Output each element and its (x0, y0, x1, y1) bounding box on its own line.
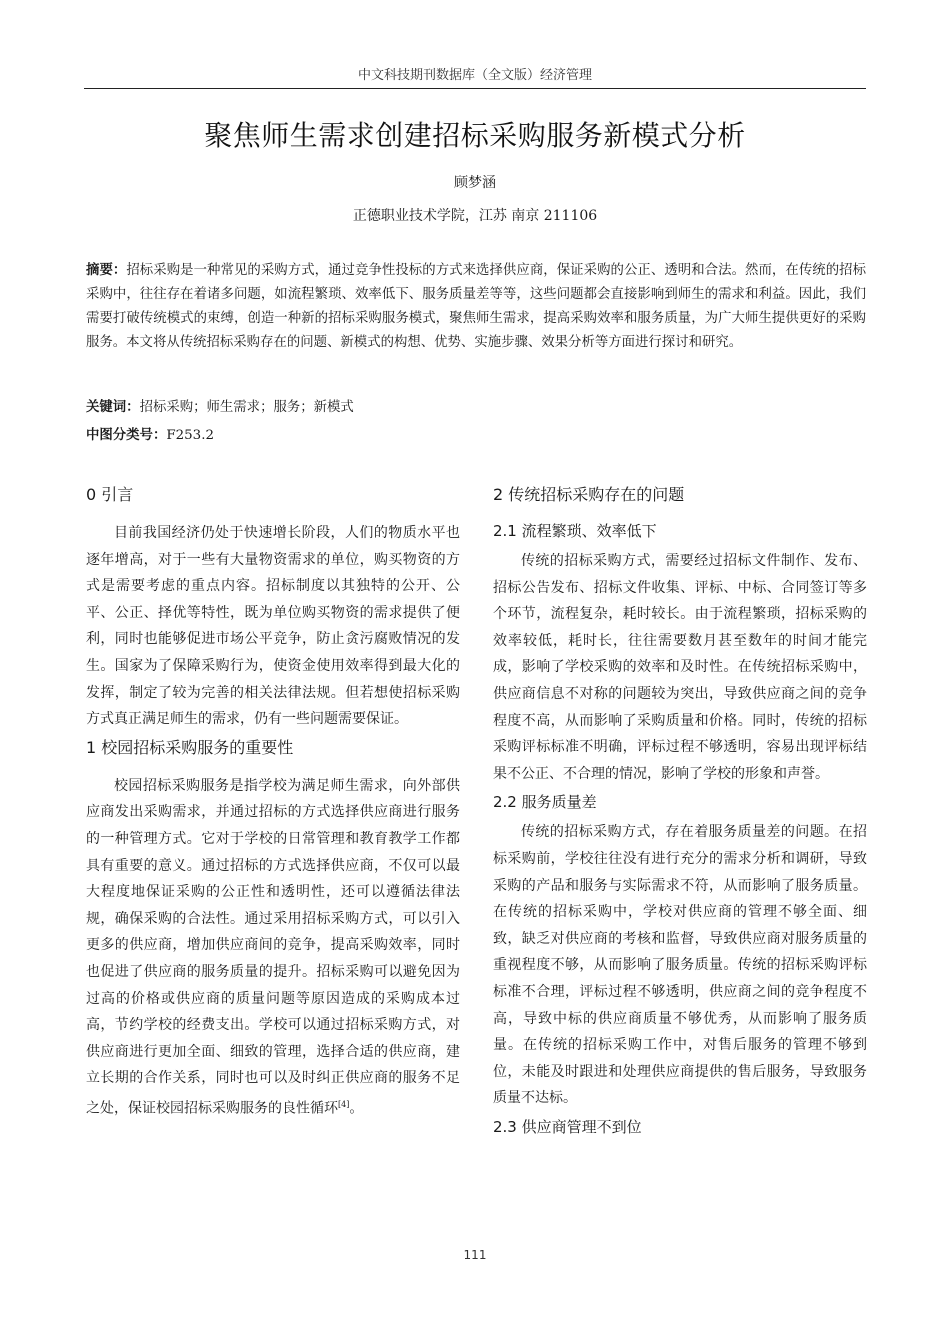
section-2-heading: 2 传统招标采购存在的问题 (493, 485, 685, 504)
section-2-3-heading: 2.3 供应商管理不到位 (493, 1117, 642, 1136)
right-column (493, 484, 867, 1144)
section-1-tail: 。 (349, 1100, 364, 1117)
section-1-text: 校园招标采购服务是指学校为满足师生需求，向外部供应商发出采购需求，并通过招标的方式选择供应商进行服务的一种管理方式。它对于学校的日常管理和教育教学工作都具有重要的意义。通过招标的方式选择供应商，不仅可以最大程度地保证采购的公正性和透明性，还可以遵循法律法规，确保采购的合法性。通过采用招标采购方式，可以引入更多的供应商，增加供应商间的竞争，提高采购效率，同时也促进了供应商的服务质量的提升。招标采购可以避免因为过高的价格或供应商的质量问题等原因造成的采购成本过高，节约学校的经费支出。学校可以通过招标采购方式，对供应商进行更加全面、细致的管理，选择合适的供应商，建立长期的合作关系，同时也可以及时纠正供应商的服务不足之处，保证校园招标采购服务的良性循环 (86, 777, 460, 1117)
left-column (86, 484, 460, 1126)
page-number: 111 (463, 1248, 487, 1262)
classification-label: 中图分类号： (86, 428, 167, 443)
abstract-label: 摘要： (86, 263, 127, 278)
classification (86, 424, 866, 443)
abstract-text: 招标采购是一种常见的采购方式，通过竞争性投标的方式来选择供应商，保证采购的公正、透明和合法。然而，在传统的招标采购中，往往存在着诸多问题，如流程繁琐、效率低下、服务质量差等等，这些问题都会直接影响到师生的需求和利益。因此，我们需要打破传统模式的束缚，创造一种新的招标采购服务模式，聚焦师生需求，提高采购效率和服务质量，为广大师生提供更好的采购服务。本文将从传统招标采购存在的问题、新模式的构想、优势、实施步骤、效果分析等方面进行探讨和研究。 (86, 263, 867, 350)
keywords-label: 关键词： (86, 400, 140, 415)
section-2-2-paragraph: 传统的招标采购方式，存在着服务质量差的问题。在招标采购前，学校往往没有进行充分的需求分析和调研，导致采购的产品和服务与实际需求不符，从而影响了服务质量。在传统的招标采购中，学校对供应商的管理不够全面、细致，缺乏对供应商的考核和监督，导致供应商对服务质量的重视程度不够，从而影响了服务质量。传统的招标采购评标标准不合理，评标过程不够透明，供应商之间的竞争程度不高，导致中标的供应商质量不够优秀，从而影响了服务质量。在传统的招标采购工作中，对售后服务的管理不够到位，未能及时跟进和处理供应商提供的售后服务，导致服务质量不达标。 (493, 824, 867, 1107)
affiliation: 正德职业技术学院，江苏 南京 211106 (352, 208, 598, 224)
section-1-paragraph (86, 773, 460, 1122)
abstract (86, 259, 866, 355)
paper-title: 聚焦师生需求创建招标采购服务新模式分析 (204, 119, 746, 152)
classification-text: F253.2 (166, 428, 214, 443)
section-0-heading: 0 引言 (86, 485, 134, 504)
section-2-1-heading: 2.1 流程繁琐、效率低下 (493, 522, 657, 540)
keywords (86, 396, 866, 415)
journal-header: 中文科技期刊数据库（全文版）经济管理 (357, 68, 592, 83)
section-0-paragraph: 目前我国经济仍处于快速增长阶段，人们的物质水平也逐年增高，对于一些有大量物资需求的单位，购买物资的方式是需要考虑的重点内容。招标制度以其独特的公开、公平、公正、择优等特性，既为单位购买物资的需求提供了便利，同时也能够促进市场公平竞争，防止贪污腐败情况的发生。国家为了保障采购行为，使资金使用效率得到最大化的发挥，制定了较为完善的相关法律法规。但若想使招标采购方式真正满足师生的需求，仍有一些问题需要保证。 (86, 525, 460, 728)
keywords-text: 招标采购；师生需求；服务；新模式 (139, 400, 354, 415)
section-2-2-heading: 2.2 服务质量差 (493, 793, 597, 812)
section-2-1-paragraph: 传统的招标采购方式，需要经过招标文件制作、发布、招标公告发布、招标文件收集、评标、中标、合同签订等多个环节，流程复杂，耗时较长。由于流程繁琐，招标采购的效率较低，耗时长，往往需要数月甚至数年的时间才能完成，影响了学校采购的效率和及时性。在传统招标采购中，供应商信息不对称的问题较为突出，导致供应商之间的竞争程度不高，从而影响了采购质量和价格。同时，传统的招标采购评标标准不明确，评标过程不够透明，容易出现评标结果不公正、不合理的情况，影响了学校的形象和声誉。 (493, 553, 867, 782)
citation-4: [4] (338, 1099, 350, 1109)
author: 顾梦涵 (454, 175, 496, 191)
header-rule (84, 88, 866, 89)
section-1-heading: 1 校园招标采购服务的重要性 (86, 737, 294, 757)
